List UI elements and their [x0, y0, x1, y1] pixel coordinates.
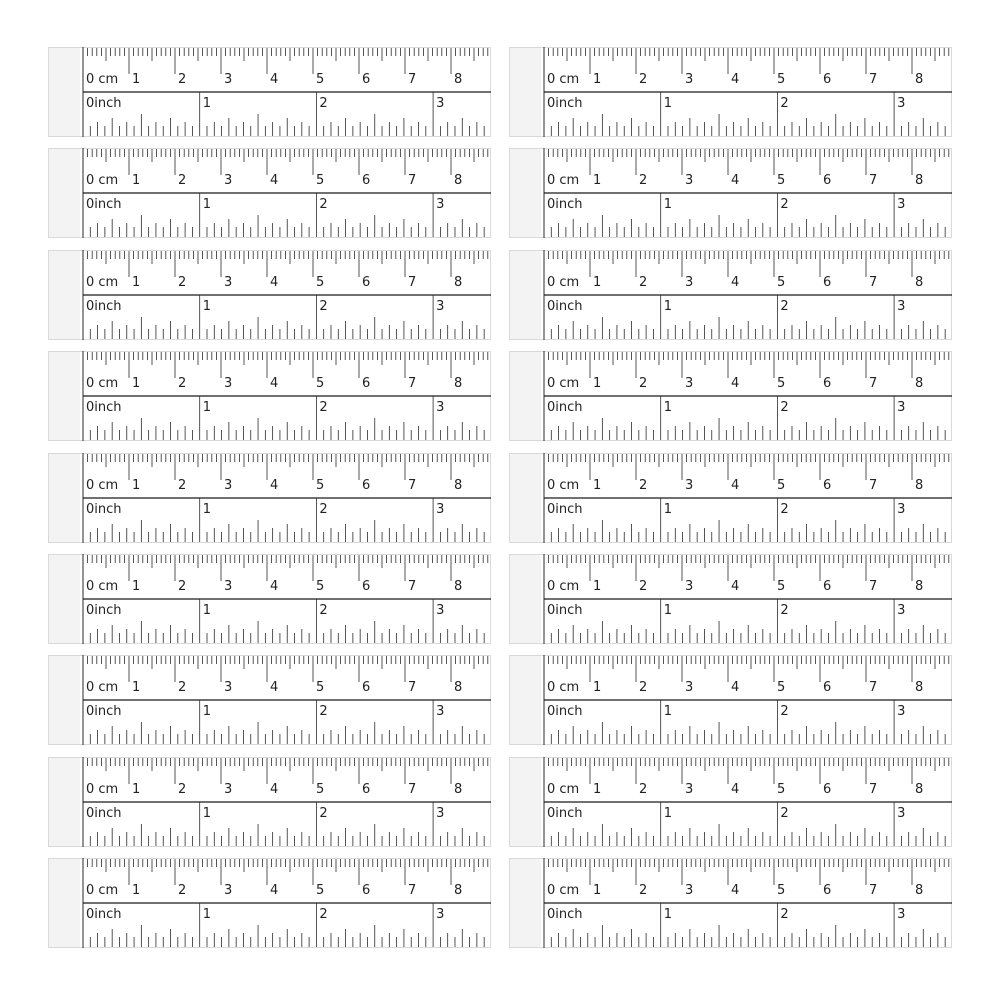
inch-unit-label: 0inch [86, 907, 122, 922]
cm-number-label: 4 [270, 173, 279, 188]
cm-number-label: 5 [777, 376, 786, 391]
cm-number-label: 1 [132, 376, 141, 391]
cm-number-label: 7 [869, 72, 878, 87]
cm-number-label: 7 [869, 173, 878, 188]
cm-number-label: 6 [362, 883, 371, 898]
cm-number-label: 5 [316, 883, 325, 898]
cm-unit-label: 0 cm [86, 275, 119, 290]
ruler-strip [48, 148, 491, 238]
ruler-strip [48, 453, 491, 543]
inch-number-label: 3 [897, 704, 906, 719]
cm-number-label: 8 [915, 579, 924, 594]
cm-number-label: 6 [362, 579, 371, 594]
inch-unit-label: 0inch [547, 197, 583, 212]
cm-number-label: 4 [731, 579, 740, 594]
cm-number-label: 4 [731, 275, 740, 290]
cm-number-label: 7 [408, 579, 417, 594]
inch-number-label: 3 [436, 197, 445, 212]
cm-number-label: 8 [454, 173, 463, 188]
ruler-graphic [509, 250, 952, 340]
ruler-strip [48, 554, 491, 644]
cm-number-label: 3 [685, 680, 694, 695]
ruler-strip [509, 250, 952, 340]
cm-number-label: 4 [731, 680, 740, 695]
inch-unit-label: 0inch [547, 299, 583, 314]
cm-number-label: 6 [362, 72, 371, 87]
cm-unit-label: 0 cm [86, 680, 119, 695]
cm-number-label: 3 [685, 883, 694, 898]
cm-number-label: 4 [270, 680, 279, 695]
cm-number-label: 3 [224, 173, 233, 188]
cm-number-label: 5 [777, 579, 786, 594]
inch-unit-label: 0inch [86, 299, 122, 314]
ruler-graphic [509, 148, 952, 238]
inch-number-label: 3 [897, 197, 906, 212]
cm-number-label: 4 [731, 478, 740, 493]
cm-number-label: 1 [132, 680, 141, 695]
cm-number-label: 2 [178, 782, 187, 797]
ruler-end-tab [49, 859, 80, 947]
cm-number-label: 5 [316, 173, 325, 188]
cm-unit-label: 0 cm [86, 72, 119, 87]
inch-number-label: 3 [897, 400, 906, 415]
cm-number-label: 6 [823, 72, 832, 87]
ruler-end-tab [49, 454, 80, 542]
ruler-strip [509, 47, 952, 137]
cm-number-label: 8 [454, 680, 463, 695]
inch-unit-label: 0inch [86, 603, 122, 618]
inch-number-label: 1 [663, 197, 672, 212]
cm-number-label: 4 [270, 478, 279, 493]
ruler-graphic [509, 453, 952, 543]
ruler-end-tab [510, 251, 541, 339]
inch-number-label: 1 [663, 603, 672, 618]
inch-number-label: 3 [897, 299, 906, 314]
inch-number-label: 2 [780, 806, 789, 821]
cm-number-label: 8 [454, 883, 463, 898]
cm-number-label: 3 [685, 579, 694, 594]
ruler-end-tab [510, 758, 541, 846]
ruler-strip [48, 351, 491, 441]
inch-number-label: 3 [436, 907, 445, 922]
cm-number-label: 4 [731, 173, 740, 188]
cm-number-label: 8 [454, 579, 463, 594]
inch-number-label: 3 [436, 502, 445, 517]
inch-number-label: 3 [436, 400, 445, 415]
ruler-strip [48, 47, 491, 137]
ruler-strip [48, 655, 491, 745]
cm-number-label: 7 [408, 173, 417, 188]
cm-number-label: 5 [777, 478, 786, 493]
inch-number-label: 3 [436, 299, 445, 314]
inch-unit-label: 0inch [86, 96, 122, 111]
ruler-graphic [48, 351, 491, 441]
cm-number-label: 6 [823, 478, 832, 493]
ruler-end-tab [510, 48, 541, 136]
cm-number-label: 1 [593, 782, 602, 797]
cm-number-label: 5 [316, 275, 325, 290]
cm-number-label: 7 [408, 680, 417, 695]
cm-number-label: 6 [362, 782, 371, 797]
cm-number-label: 3 [685, 376, 694, 391]
cm-unit-label: 0 cm [547, 883, 580, 898]
cm-number-label: 4 [270, 72, 279, 87]
cm-number-label: 2 [178, 275, 187, 290]
cm-number-label: 4 [731, 782, 740, 797]
cm-number-label: 2 [639, 173, 648, 188]
inch-unit-label: 0inch [547, 96, 583, 111]
ruler-end-tab [510, 656, 541, 744]
cm-number-label: 5 [777, 680, 786, 695]
ruler-graphic [509, 554, 952, 644]
ruler-strip [48, 858, 491, 948]
inch-number-label: 3 [436, 704, 445, 719]
cm-unit-label: 0 cm [547, 72, 580, 87]
cm-unit-label: 0 cm [547, 782, 580, 797]
cm-number-label: 1 [593, 579, 602, 594]
inch-number-label: 2 [319, 197, 328, 212]
cm-number-label: 6 [362, 478, 371, 493]
ruler-end-tab [49, 555, 80, 643]
inch-number-label: 1 [202, 400, 211, 415]
cm-number-label: 2 [639, 72, 648, 87]
cm-unit-label: 0 cm [547, 478, 580, 493]
cm-unit-label: 0 cm [547, 173, 580, 188]
cm-number-label: 1 [132, 478, 141, 493]
cm-number-label: 8 [915, 275, 924, 290]
ruler-end-tab [510, 555, 541, 643]
ruler-strip [48, 757, 491, 847]
cm-number-label: 1 [593, 275, 602, 290]
cm-unit-label: 0 cm [86, 376, 119, 391]
inch-number-label: 2 [319, 400, 328, 415]
inch-number-label: 1 [663, 299, 672, 314]
cm-unit-label: 0 cm [547, 579, 580, 594]
cm-number-label: 1 [132, 72, 141, 87]
inch-number-label: 2 [319, 96, 328, 111]
ruler-end-tab [49, 149, 80, 237]
inch-number-label: 2 [780, 96, 789, 111]
ruler-strip [509, 858, 952, 948]
ruler-strip [509, 554, 952, 644]
ruler-end-tab [49, 48, 80, 136]
cm-number-label: 5 [777, 72, 786, 87]
cm-number-label: 1 [593, 680, 602, 695]
cm-number-label: 8 [454, 376, 463, 391]
cm-number-label: 3 [224, 275, 233, 290]
ruler-graphic [48, 655, 491, 745]
inch-number-label: 1 [663, 704, 672, 719]
cm-number-label: 3 [685, 173, 694, 188]
inch-number-label: 1 [202, 907, 211, 922]
cm-number-label: 2 [178, 478, 187, 493]
cm-number-label: 6 [823, 680, 832, 695]
inch-number-label: 3 [436, 806, 445, 821]
cm-number-label: 1 [132, 782, 141, 797]
cm-number-label: 2 [639, 782, 648, 797]
ruler-graphic [48, 554, 491, 644]
cm-number-label: 6 [823, 275, 832, 290]
cm-number-label: 8 [454, 782, 463, 797]
cm-number-label: 1 [593, 883, 602, 898]
ruler-graphic [48, 453, 491, 543]
cm-number-label: 3 [224, 883, 233, 898]
ruler-strip [48, 250, 491, 340]
inch-number-label: 3 [436, 96, 445, 111]
inch-number-label: 2 [319, 704, 328, 719]
cm-number-label: 6 [823, 376, 832, 391]
ruler-graphic [509, 47, 952, 137]
cm-number-label: 8 [915, 782, 924, 797]
inch-number-label: 1 [202, 806, 211, 821]
cm-number-label: 7 [408, 883, 417, 898]
cm-number-label: 3 [224, 72, 233, 87]
cm-unit-label: 0 cm [547, 275, 580, 290]
cm-number-label: 3 [224, 478, 233, 493]
cm-unit-label: 0 cm [86, 782, 119, 797]
ruler-graphic [509, 655, 952, 745]
ruler-end-tab [49, 656, 80, 744]
cm-number-label: 1 [132, 173, 141, 188]
inch-number-label: 3 [436, 603, 445, 618]
cm-number-label: 7 [869, 579, 878, 594]
cm-number-label: 6 [823, 579, 832, 594]
inch-number-label: 1 [663, 907, 672, 922]
inch-number-label: 2 [319, 299, 328, 314]
inch-number-label: 2 [780, 299, 789, 314]
cm-number-label: 2 [178, 883, 187, 898]
ruler-graphic [509, 757, 952, 847]
inch-number-label: 3 [897, 907, 906, 922]
cm-number-label: 2 [178, 72, 187, 87]
cm-number-label: 7 [408, 275, 417, 290]
cm-number-label: 7 [869, 376, 878, 391]
ruler-strip [509, 757, 952, 847]
inch-number-label: 2 [780, 907, 789, 922]
cm-number-label: 7 [869, 478, 878, 493]
cm-number-label: 7 [408, 72, 417, 87]
cm-number-label: 2 [639, 478, 648, 493]
cm-number-label: 3 [224, 376, 233, 391]
cm-number-label: 5 [316, 579, 325, 594]
inch-unit-label: 0inch [547, 603, 583, 618]
cm-number-label: 6 [823, 173, 832, 188]
cm-number-label: 2 [639, 883, 648, 898]
cm-number-label: 3 [685, 478, 694, 493]
ruler-strip [509, 453, 952, 543]
cm-number-label: 4 [270, 376, 279, 391]
cm-number-label: 1 [132, 579, 141, 594]
cm-number-label: 7 [869, 275, 878, 290]
inch-number-label: 2 [319, 603, 328, 618]
cm-number-label: 2 [639, 579, 648, 594]
cm-number-label: 7 [869, 680, 878, 695]
inch-unit-label: 0inch [547, 704, 583, 719]
ruler-end-tab [510, 454, 541, 542]
cm-number-label: 6 [823, 883, 832, 898]
cm-number-label: 4 [270, 579, 279, 594]
cm-number-label: 6 [362, 173, 371, 188]
ruler-graphic [509, 858, 952, 948]
inch-unit-label: 0inch [86, 704, 122, 719]
inch-unit-label: 0inch [86, 806, 122, 821]
cm-number-label: 8 [454, 72, 463, 87]
cm-number-label: 8 [915, 376, 924, 391]
cm-number-label: 7 [869, 782, 878, 797]
cm-number-label: 3 [685, 72, 694, 87]
ruler-end-tab [49, 352, 80, 440]
inch-number-label: 2 [780, 603, 789, 618]
inch-unit-label: 0inch [547, 400, 583, 415]
cm-number-label: 2 [639, 376, 648, 391]
cm-number-label: 7 [408, 376, 417, 391]
cm-unit-label: 0 cm [86, 883, 119, 898]
ruler-strip [509, 351, 952, 441]
inch-number-label: 1 [663, 96, 672, 111]
ruler-graphic [48, 148, 491, 238]
inch-number-label: 2 [780, 704, 789, 719]
inch-unit-label: 0inch [86, 400, 122, 415]
cm-number-label: 6 [362, 680, 371, 695]
inch-number-label: 1 [202, 197, 211, 212]
inch-number-label: 2 [319, 907, 328, 922]
cm-number-label: 8 [454, 275, 463, 290]
cm-number-label: 8 [915, 72, 924, 87]
ruler-end-tab [510, 859, 541, 947]
cm-number-label: 5 [777, 883, 786, 898]
inch-number-label: 1 [663, 400, 672, 415]
cm-number-label: 4 [731, 72, 740, 87]
cm-number-label: 2 [178, 680, 187, 695]
cm-number-label: 1 [132, 275, 141, 290]
cm-number-label: 6 [823, 782, 832, 797]
cm-number-label: 5 [316, 376, 325, 391]
cm-number-label: 5 [316, 72, 325, 87]
inch-number-label: 1 [202, 96, 211, 111]
cm-number-label: 2 [178, 579, 187, 594]
cm-number-label: 5 [316, 680, 325, 695]
cm-number-label: 3 [224, 782, 233, 797]
inch-number-label: 1 [663, 806, 672, 821]
inch-unit-label: 0inch [86, 197, 122, 212]
cm-number-label: 6 [362, 275, 371, 290]
cm-number-label: 3 [685, 782, 694, 797]
ruler-end-tab [510, 352, 541, 440]
inch-number-label: 2 [780, 197, 789, 212]
cm-number-label: 2 [178, 173, 187, 188]
cm-number-label: 5 [316, 782, 325, 797]
cm-unit-label: 0 cm [86, 478, 119, 493]
inch-number-label: 3 [897, 96, 906, 111]
cm-number-label: 4 [270, 782, 279, 797]
cm-number-label: 1 [132, 883, 141, 898]
inch-number-label: 3 [897, 502, 906, 517]
ruler-graphic [48, 858, 491, 948]
ruler-strip [509, 148, 952, 238]
cm-number-label: 7 [869, 883, 878, 898]
inch-number-label: 1 [202, 502, 211, 517]
cm-number-label: 8 [915, 173, 924, 188]
cm-number-label: 3 [685, 275, 694, 290]
inch-number-label: 1 [202, 299, 211, 314]
ruler-strip [509, 655, 952, 745]
cm-number-label: 4 [731, 376, 740, 391]
cm-number-label: 4 [270, 275, 279, 290]
cm-number-label: 4 [731, 883, 740, 898]
cm-unit-label: 0 cm [547, 376, 580, 391]
cm-number-label: 3 [224, 680, 233, 695]
cm-number-label: 3 [224, 579, 233, 594]
cm-number-label: 8 [915, 680, 924, 695]
ruler-graphic [509, 351, 952, 441]
inch-number-label: 3 [897, 603, 906, 618]
ruler-graphic [48, 250, 491, 340]
inch-number-label: 1 [202, 704, 211, 719]
cm-number-label: 1 [593, 478, 602, 493]
cm-number-label: 8 [454, 478, 463, 493]
cm-number-label: 5 [316, 478, 325, 493]
inch-unit-label: 0inch [547, 502, 583, 517]
inch-unit-label: 0inch [547, 907, 583, 922]
ruler-end-tab [510, 149, 541, 237]
cm-number-label: 4 [270, 883, 279, 898]
inch-number-label: 3 [897, 806, 906, 821]
cm-number-label: 8 [915, 883, 924, 898]
cm-number-label: 8 [915, 478, 924, 493]
cm-number-label: 5 [777, 173, 786, 188]
ruler-graphic [48, 757, 491, 847]
inch-number-label: 2 [780, 400, 789, 415]
inch-number-label: 2 [319, 502, 328, 517]
inch-number-label: 2 [319, 806, 328, 821]
cm-number-label: 5 [777, 782, 786, 797]
inch-unit-label: 0inch [547, 806, 583, 821]
cm-number-label: 1 [593, 376, 602, 391]
cm-number-label: 5 [777, 275, 786, 290]
cm-number-label: 6 [362, 376, 371, 391]
cm-number-label: 2 [639, 275, 648, 290]
inch-unit-label: 0inch [86, 502, 122, 517]
cm-number-label: 2 [178, 376, 187, 391]
cm-number-label: 1 [593, 173, 602, 188]
ruler-end-tab [49, 251, 80, 339]
inch-number-label: 1 [202, 603, 211, 618]
cm-number-label: 7 [408, 478, 417, 493]
ruler-graphic [48, 47, 491, 137]
inch-number-label: 1 [663, 502, 672, 517]
cm-number-label: 2 [639, 680, 648, 695]
cm-number-label: 7 [408, 782, 417, 797]
cm-unit-label: 0 cm [86, 173, 119, 188]
inch-number-label: 2 [780, 502, 789, 517]
cm-number-label: 1 [593, 72, 602, 87]
cm-unit-label: 0 cm [547, 680, 580, 695]
cm-unit-label: 0 cm [86, 579, 119, 594]
ruler-end-tab [49, 758, 80, 846]
